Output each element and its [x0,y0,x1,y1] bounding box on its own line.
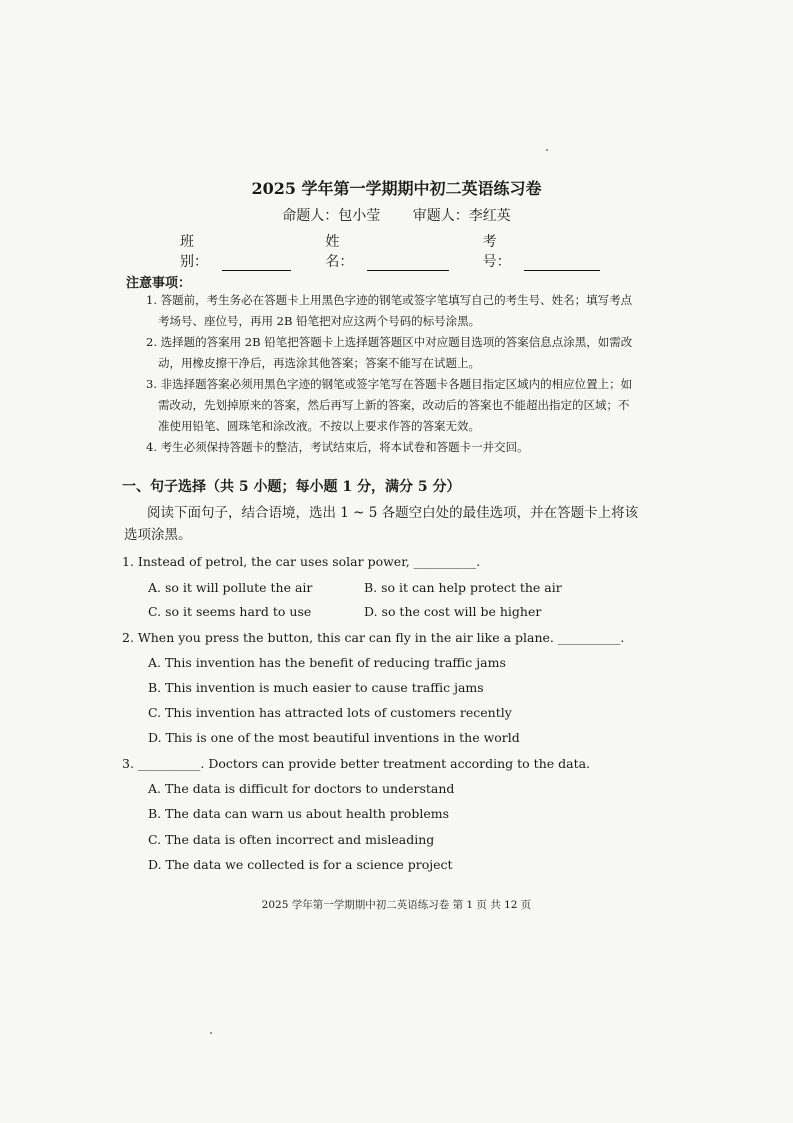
notice-item: 4. 考生必须保持答题卡的整洁，考试结束后，将本试卷和答题卡一并交回。 [146,440,529,454]
page-footer: 2025 学年第一学期期中初二英语练习卷 第 1 页 共 12 页 [261,899,532,911]
section-heading: 一、句子选择（共 5 小题；每小题 1 分，满分 5 分） [122,479,461,495]
class-label: 班别： [180,234,208,270]
question-stem: 2. When you press the button, this car can fly in the air like a plane. __________. [122,630,625,645]
question-option: C. This invention has attracted lots of customers recently [148,705,512,720]
question-option: B. The data can warn us about health problems [148,806,450,821]
question-option: C. The data is often incorrect and misleading [148,832,435,847]
question-stem: 1. Instead of petrol, the car uses solar power, __________. [122,554,481,569]
scan-speck [546,149,548,151]
question-option: B. so it can help protect the air [364,580,562,595]
question-option: C. so it seems hard to use [148,604,312,619]
class-field [180,231,291,271]
question-option: A. This invention has the benefit of reducing traffic jams [148,655,506,670]
question-option: D. The data we collected is for a science project [148,857,453,872]
question-option: D. This is one of the most beautiful inventions in the world [148,730,520,745]
question-stem: 3. __________. Doctors can provide better treatment according to the data. [122,756,591,771]
number-label: 考号： [482,234,511,270]
setter-name: 命题人：包小莹 [282,208,381,224]
student-info-row [180,231,600,271]
notice-item: 3. 非选择题答案必须用黑色字迹的钢笔或签字笔写在答题卡各题目指定区域内的相应位置上；如需改动，先划掉原来的答案，然后再写上新的答案，改动后的答案也不能超出指定的区域；不准使用铅笔、圆珠笔和涂改液。不按以上要求作答的答案无效。 [146,377,633,433]
name-field [325,231,448,271]
section-instruction: 阅读下面句子，结合语境，选出 1 ~ 5 各题空白处的最佳选项，并在答题卡上将该选项涂黑。 [124,505,639,543]
notice-heading: 注意事项： [126,276,192,291]
reviewer-name: 审题人：李红英 [412,208,511,224]
notice-list [146,290,636,458]
question-option: B. This invention is much easier to cause traffic jams [148,680,484,695]
notice-item: 1. 答题前，考生务必在答题卡上用黑色字迹的钢笔或签字笔填写自己的考生号、姓名；填写考点考场号、座位号，再用 2B 铅笔把对应这两个号码的标号涂黑。 [146,293,633,328]
number-field [483,231,600,271]
question-option: D. so the cost will be higher [364,604,542,619]
setter-line [0,205,793,225]
question-option: A. so it will pollute the air [148,580,313,595]
class-blank [222,256,292,271]
number-blank [524,256,600,271]
notice-item: 2. 选择题的答案用 2B 铅笔把答题卡上选择题答题区中对应题目选项的答案信息点涂黑，如需改动，用橡皮擦干净后，再选涂其他答案；答案不能写在试题上。 [146,335,633,370]
question-option: A. The data is difficult for doctors to understand [148,781,455,796]
scan-speck [210,1032,212,1034]
exam-title: 2025 学年第一学期期中初二英语练习卷 [251,179,542,198]
name-blank [367,256,449,271]
name-label: 姓名： [325,234,354,270]
